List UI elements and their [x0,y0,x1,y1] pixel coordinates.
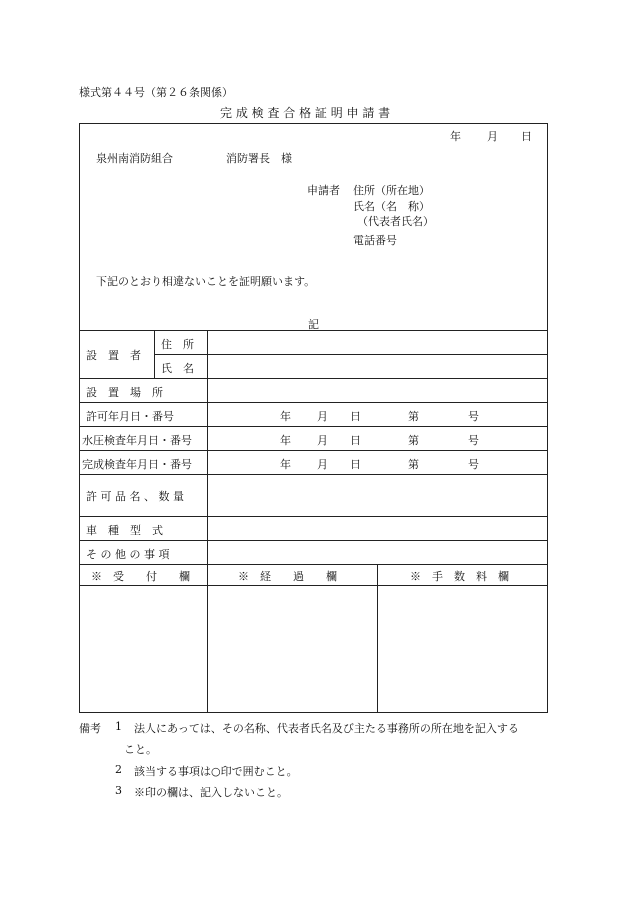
installer-name-label: 氏 名 [161,362,194,375]
permit-no-prefix: 第 [408,410,419,423]
reception-column-header: ※ 受 付 欄 [91,570,190,583]
pressure-day: 日 [350,434,361,447]
pressure-month: 月 [317,434,328,447]
note-1-text: 法人にあっては、その名称、代表者氏名及び主たる事務所の所在地を記入する [134,722,519,735]
addressee-org: 泉州南消防組合 [96,152,173,165]
row-line [154,354,548,355]
row-line [79,474,548,475]
completion-no-prefix: 第 [408,458,419,471]
applicant-representative: （代表者氏名） [357,215,434,228]
date-year: 年 [450,130,461,143]
pressure-test-date-label: 水圧検査年月日・番号 [82,434,192,447]
col-line [207,330,208,564]
row-line [79,330,548,331]
note-2-number: 2 [115,763,122,776]
install-location-label: 設 置 場 所 [86,386,163,399]
col-line [207,564,208,713]
row-line [79,426,548,427]
row-line [79,516,548,517]
applicant-name: 氏名（名 称） [353,200,430,213]
date-month: 月 [487,130,498,143]
note-3-number: 3 [115,784,122,797]
notes-label: 備考 [79,722,101,735]
form-title: 完 成 検 査 合 格 証 明 申 請 書 [220,106,391,120]
note-1-number: 1 [115,720,122,733]
completion-day: 日 [350,458,361,471]
installer-address-label: 住 所 [161,338,194,351]
permit-year: 年 [280,410,291,423]
installer-label: 設 置 者 [86,349,141,362]
addressee-chief: 消防署長 様 [226,152,292,165]
permit-date-label: 許可年月日・番号 [86,410,174,423]
note-2-text: 該当する事項は○印で囲むこと。 [134,765,298,778]
progress-column-header: ※ 経 過 欄 [238,570,337,583]
col-line [377,564,378,713]
row-line [79,564,548,565]
permit-month: 月 [317,410,328,423]
other-matters-label: そ の 他 の 事 項 [86,548,170,561]
pressure-year: 年 [280,434,291,447]
date-day: 日 [521,130,532,143]
row-line [79,450,548,451]
completion-year: 年 [280,458,291,471]
request-text: 下記のとおり相違ないことを証明願います。 [96,275,316,288]
pressure-no-suffix: 号 [468,434,479,447]
note-3-text: ※印の欄は、記入しないこと。 [134,786,288,799]
col-line [154,330,155,378]
vehicle-type-label: 車 種 型 式 [86,524,163,537]
row-line [79,585,548,586]
completion-test-date-label: 完成検査年月日・番号 [82,458,192,471]
applicant-label: 申請者 [307,184,340,197]
fee-column-header: ※ 手 数 料 欄 [410,570,509,583]
form-number: 様式第４４号（第２６条関係） [79,86,233,99]
applicant-address: 住所（所在地） [353,184,430,197]
pressure-no-prefix: 第 [408,434,419,447]
permitted-item-label: 許 可 品 名 、 数 量 [86,490,184,503]
completion-month: 月 [317,458,328,471]
applicant-phone: 電話番号 [353,234,397,247]
row-line [79,540,548,541]
permit-no-suffix: 号 [468,410,479,423]
completion-no-suffix: 号 [468,458,479,471]
note-1-continuation: こと。 [124,743,157,756]
permit-day: 日 [350,410,361,423]
row-line [79,402,548,403]
row-line [79,378,548,379]
ki-label: 記 [308,318,319,331]
